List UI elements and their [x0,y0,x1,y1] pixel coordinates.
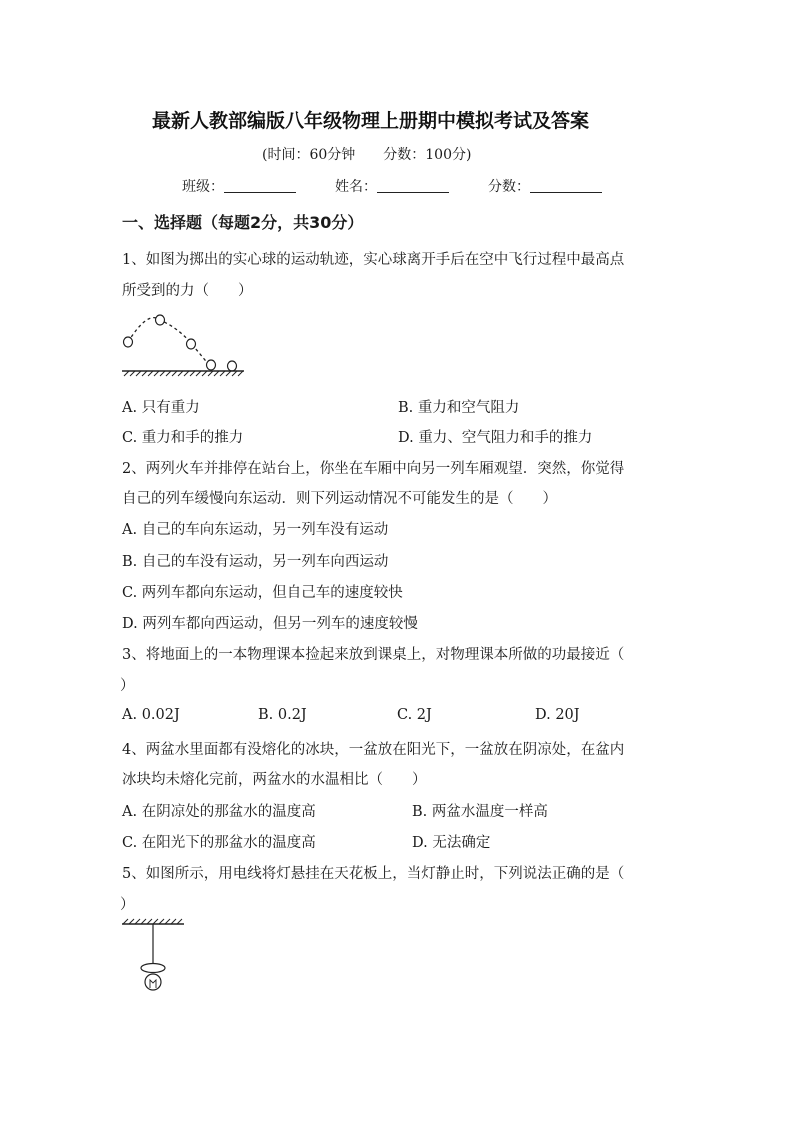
q1-stem-line2: 所受到的力（ ） [122,283,253,299]
q4-option-a: A. 在阴凉处的那盆水的温度高 [122,804,316,820]
name-field [335,176,449,196]
q3-option-a: A. 0.02J [122,707,180,723]
q3-stem-line1: 3、将地面上的一本物理课本捡起来放到课桌上，对物理课本所做的功最接近（ [122,647,625,663]
q3-option-b: B. 0.2J [258,707,307,723]
exam-time-info: (时间：60分钟 分数：100分) [262,147,472,163]
q3-option-d: D. 20J [535,707,580,723]
q2-option-c: C. 两列车都向东运动，但自己车的速度较快 [122,585,403,601]
q2-stem-line2: 自己的列车缓慢向东运动．则下列运动情况不可能发生的是（ ） [122,491,557,507]
q1-option-a: A. 只有重力 [122,400,200,416]
q2-option-b: B. 自己的车没有运动，另一列车向西运动 [122,554,389,570]
q3-stem-line2: ） [120,678,135,694]
score-blank [530,178,602,193]
q2-option-d: D. 两列车都向西运动，但另一列车的速度较慢 [122,616,418,632]
name-blank [377,178,449,193]
score-field [488,176,602,196]
score-label: 分数： [488,179,530,195]
q4-option-c: C. 在阳光下的那盆水的温度高 [122,835,316,851]
q5-stem-line2: ） [120,897,135,913]
q1-option-d: D. 重力、空气阻力和手的推力 [398,430,593,446]
q1-option-c: C. 重力和手的推力 [122,430,244,446]
q2-stem-line1: 2、两列火车并排停在站台上，你坐在车厢中向另一列车厢观望．突然，你觉得 [122,461,625,477]
class-label: 班级： [182,179,224,195]
q1-trajectory-figure [118,308,278,380]
q1-option-b: B. 重力和空气阻力 [398,400,520,416]
q5-stem-line1: 5、如图所示，用电线将灯悬挂在天花板上，当灯静止时，下列说法正确的是（ [122,866,625,882]
section-heading: 一、选择题（每题2分，共30分） [122,213,364,232]
q4-stem-line2: 冰块均未熔化完前，两盆水的水温相比（ ） [122,772,427,788]
q4-option-b: B. 两盆水温度一样高 [412,804,548,820]
q4-stem-line1: 4、两盆水里面都有没熔化的冰块，一盆放在阳光下，一盆放在阴凉处，在盆内 [122,742,625,758]
name-label: 姓名： [335,179,377,195]
q4-option-d: D. 无法确定 [412,835,491,851]
class-blank [224,178,296,193]
page-title: 最新人教部编版八年级物理上册期中模拟考试及答案 [152,110,590,132]
q3-option-c: C. 2J [397,707,432,723]
class-field [182,176,296,196]
q1-stem-line1: 1、如图为掷出的实心球的运动轨迹，实心球离开手后在空中飞行过程中最高点 [122,252,625,268]
q5-hanging-lamp-figure [120,918,190,1000]
q2-option-a: A. 自己的车向东运动，另一列车没有运动 [122,522,389,538]
